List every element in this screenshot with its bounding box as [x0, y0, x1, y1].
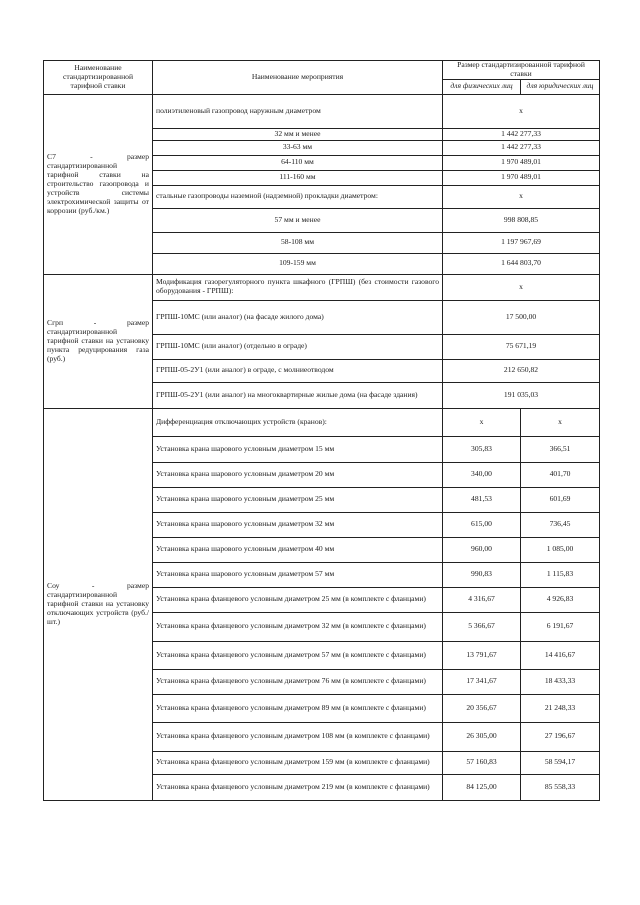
measure-name-cell: 32 мм и менее [153, 128, 443, 140]
header-measure-name: Наименование мероприятия [153, 61, 443, 95]
rate-individuals-cell: 990,83 [443, 562, 521, 587]
header-row [44, 61, 600, 80]
rate-value-cell: 1 442 277,33 [443, 128, 600, 140]
rate-value-cell: 998 808,85 [443, 208, 600, 232]
section-cgrp-gas-regulator-title: Сгрп - размер стандартизированной тарифной ставки на установку пунктa редуцирования газа (руб.) [44, 274, 153, 408]
header-legal-entities: для юридических лиц [521, 79, 600, 94]
rate-value-cell: х [443, 274, 600, 300]
rate-value-cell: 75 671,19 [443, 334, 600, 359]
rate-value-cell: 1 442 277,33 [443, 140, 600, 155]
header-individuals: для физических лиц [443, 79, 521, 94]
measure-name-cell: ГРПШ-05-2У1 (или аналог) в ограде, с молниеотводом [153, 359, 443, 382]
header-rate-size: Размер стандартизированной тарифной ставки [443, 61, 600, 80]
measure-name-cell: Установка крана фланцевого условным диаметром 25 мм (в комплекте с фланцами) [153, 587, 443, 612]
rate-value-cell: 191 035,03 [443, 382, 600, 408]
rate-legal-entities-cell: 14 416,67 [521, 641, 600, 669]
rate-value-cell: 1 970 489,01 [443, 155, 600, 170]
rate-legal-entities-cell: 85 558,33 [521, 774, 600, 800]
measure-name-cell: Установка крана фланцевого условным диаметром 76 мм (в комплекте с фланцами) [153, 669, 443, 694]
measure-name-cell: Установка крана фланцевого условным диаметром 32 мм (в комплекте с фланцами) [153, 612, 443, 641]
measure-name-cell: Установка крана шарового условным диаметром 20 мм [153, 462, 443, 487]
rate-individuals-cell: 26 305,00 [443, 722, 521, 751]
tariff-table [43, 60, 600, 801]
measure-name-cell: 109-159 мм [153, 253, 443, 274]
rate-individuals-cell: 305,83 [443, 436, 521, 462]
rate-individuals-cell: 4 316,67 [443, 587, 521, 612]
rate-legal-entities-cell: 58 594,17 [521, 751, 600, 774]
measure-name-cell: Установка крана фланцевого условным диаметром 57 мм (в комплекте с фланцами) [153, 641, 443, 669]
rate-individuals-cell: 84 125,00 [443, 774, 521, 800]
measure-name-cell: ГРПШ-10МС (или аналог) (на фасаде жилого дома) [153, 300, 443, 334]
rate-individuals-cell: 615,00 [443, 512, 521, 537]
rate-legal-entities-cell: 1 085,00 [521, 537, 600, 562]
rate-legal-entities-cell: х [521, 408, 600, 436]
measure-name-cell: полиэтиленовый газопровод наружным диаметром [153, 94, 443, 128]
measure-name-cell: Дифференциация отключающих устройств (кранов): [153, 408, 443, 436]
rate-individuals-cell: 57 160,83 [443, 751, 521, 774]
rate-legal-entities-cell: 21 248,33 [521, 694, 600, 722]
measure-name-cell: Установка крана фланцевого условным диаметром 159 мм (в комплекте с фланцами) [153, 751, 443, 774]
table-row [44, 94, 600, 128]
measure-name-cell: Установка крана фланцевого условным диаметром 108 мм (в комплекте с фланцами) [153, 722, 443, 751]
measure-name-cell: 57 мм и менее [153, 208, 443, 232]
rate-legal-entities-cell: 27 196,67 [521, 722, 600, 751]
rate-individuals-cell: 340,00 [443, 462, 521, 487]
measure-name-cell: Установка крана шарового условным диаметром 57 мм [153, 562, 443, 587]
rate-legal-entities-cell: 18 433,33 [521, 669, 600, 694]
measure-name-cell: 58-108 мм [153, 232, 443, 253]
section-cou-shutoff-devices-title: Соу - размер стандартизированной тарифной ставки на установку отключающих устройств (руб./шт.) [44, 408, 153, 800]
measure-name-cell: ГРПШ-10МС (или аналог) (отдельно в ограде) [153, 334, 443, 359]
rate-individuals-cell: 20 356,67 [443, 694, 521, 722]
measure-name-cell: 64-110 мм [153, 155, 443, 170]
rate-legal-entities-cell: 4 926,83 [521, 587, 600, 612]
rate-individuals-cell: х [443, 408, 521, 436]
rate-value-cell: 212 650,82 [443, 359, 600, 382]
rate-individuals-cell: 13 791,67 [443, 641, 521, 669]
rate-individuals-cell: 481,53 [443, 487, 521, 512]
rate-value-cell: 1 970 489,01 [443, 170, 600, 185]
rate-value-cell: х [443, 185, 600, 208]
measure-name-cell: 111-160 мм [153, 170, 443, 185]
measure-name-cell: стальные газопроводы наземной (надземной) прокладки диаметром: [153, 185, 443, 208]
table-row [44, 408, 600, 436]
rate-value-cell: х [443, 94, 600, 128]
rate-legal-entities-cell: 401,70 [521, 462, 600, 487]
rate-individuals-cell: 5 366,67 [443, 612, 521, 641]
rate-individuals-cell: 17 341,67 [443, 669, 521, 694]
measure-name-cell: Установка крана шарового условным диаметром 15 мм [153, 436, 443, 462]
rate-legal-entities-cell: 366,51 [521, 436, 600, 462]
rate-legal-entities-cell: 6 191,67 [521, 612, 600, 641]
rate-value-cell: 17 500,00 [443, 300, 600, 334]
rate-value-cell: 1 644 803,70 [443, 253, 600, 274]
measure-name-cell: Установка крана фланцевого условным диаметром 219 мм (в комплекте с фланцами) [153, 774, 443, 800]
tariff-table-body [44, 61, 600, 801]
header-rate-name: Наименование стандартизированной тарифной ставки [44, 61, 153, 95]
rate-value-cell: 1 197 967,69 [443, 232, 600, 253]
measure-name-cell: 33-63 мм [153, 140, 443, 155]
rate-legal-entities-cell: 601,69 [521, 487, 600, 512]
table-row [44, 274, 600, 300]
measure-name-cell: Установка крана фланцевого условным диаметром 89 мм (в комплекте с фланцами) [153, 694, 443, 722]
measure-name-cell: Установка крана шарового условным диаметром 32 мм [153, 512, 443, 537]
rate-legal-entities-cell: 1 115,83 [521, 562, 600, 587]
measure-name-cell: Установка крана шарового условным диаметром 40 мм [153, 537, 443, 562]
section-c7-gas-pipeline-title: С7 - размер стандартизированной тарифной ставки на строительство газопровода и устройств системы электрохимической защиты от коррозии (руб./км.) [44, 94, 153, 274]
rate-individuals-cell: 960,00 [443, 537, 521, 562]
rate-legal-entities-cell: 736,45 [521, 512, 600, 537]
measure-name-cell: ГРПШ-05-2У1 (или аналог) на многоквартирные жилые дома (на фасаде здания) [153, 382, 443, 408]
measure-name-cell: Модификация газорегуляторного пункта шкафного (ГРПШ) (без стоимости газового оборудования - ГРПШ): [153, 274, 443, 300]
measure-name-cell: Установка крана шарового условным диаметром 25 мм [153, 487, 443, 512]
